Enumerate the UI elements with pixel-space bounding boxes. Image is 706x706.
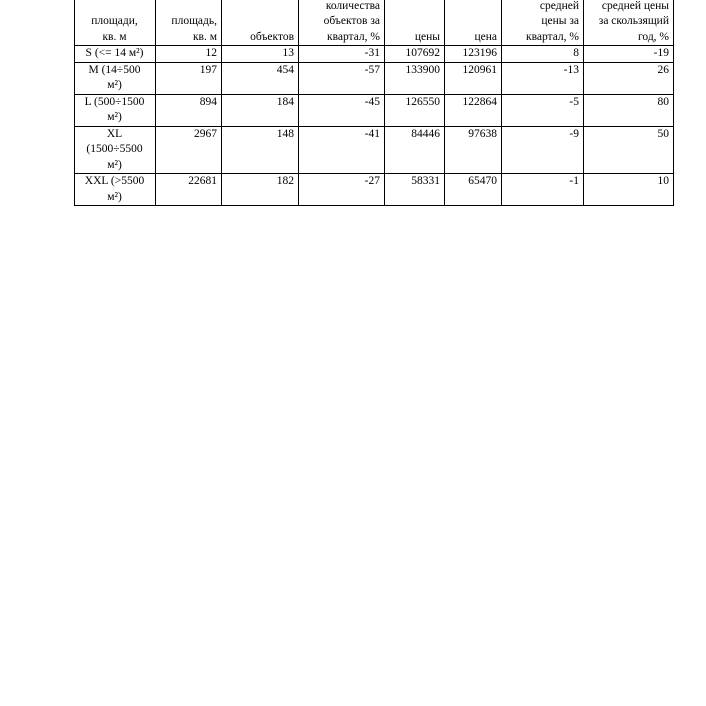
table-row [75, 174, 674, 206]
table-header [75, 0, 674, 46]
table-cell: -45 [299, 94, 385, 126]
table-cell: 10 [584, 174, 674, 206]
row-label: M (14÷500 м²) [75, 62, 156, 94]
header-price-change-quarter: средней цены за квартал, % [502, 0, 584, 46]
document-table-container [74, 0, 674, 206]
table-cell: -13 [502, 62, 584, 94]
table-cell: 182 [222, 174, 299, 206]
header-average-area: площадь, кв. м [156, 0, 222, 46]
table-cell: -9 [502, 126, 584, 174]
table-cell: 894 [156, 94, 222, 126]
table-cell: 97638 [445, 126, 502, 174]
table-cell: 22681 [156, 174, 222, 206]
row-label: S (<= 14 м²) [75, 46, 156, 63]
table-cell: 84446 [385, 126, 445, 174]
header-price: цены [385, 0, 445, 46]
table-row [75, 62, 674, 94]
table-cell: -57 [299, 62, 385, 94]
table-cell: 122864 [445, 94, 502, 126]
table-cell: -41 [299, 126, 385, 174]
header-count-change-quarter: количества объектов за квартал, % [299, 0, 385, 46]
table-cell: 197 [156, 62, 222, 94]
table-cell: 2967 [156, 126, 222, 174]
table-cell: -31 [299, 46, 385, 63]
table-cell: -19 [584, 46, 674, 63]
table-row [75, 94, 674, 126]
table-cell: 12 [156, 46, 222, 63]
table-cell: 26 [584, 62, 674, 94]
table-cell: 123196 [445, 46, 502, 63]
table-cell: 65470 [445, 174, 502, 206]
row-label: XL (1500÷5500 м²) [75, 126, 156, 174]
table-row [75, 126, 674, 174]
row-label: L (500÷1500 м²) [75, 94, 156, 126]
table-cell: 8 [502, 46, 584, 63]
table-cell: 58331 [385, 174, 445, 206]
table-cell: 184 [222, 94, 299, 126]
header-object-count: объектов [222, 0, 299, 46]
table-cell: -27 [299, 174, 385, 206]
table-cell: -1 [502, 174, 584, 206]
header-price-change-year: средней цены за скользящий год, % [584, 0, 674, 46]
header-area-range: площади, кв. м [75, 0, 156, 46]
header-median-price: цена [445, 0, 502, 46]
table-cell: 454 [222, 62, 299, 94]
table-cell: 50 [584, 126, 674, 174]
area-price-table [74, 0, 674, 206]
table-cell: 120961 [445, 62, 502, 94]
table-cell: -5 [502, 94, 584, 126]
table-cell: 107692 [385, 46, 445, 63]
table-row [75, 46, 674, 63]
table-cell: 80 [584, 94, 674, 126]
table-cell: 133900 [385, 62, 445, 94]
row-label: XXL (>5500 м²) [75, 174, 156, 206]
table-cell: 126550 [385, 94, 445, 126]
table-cell: 148 [222, 126, 299, 174]
table-cell: 13 [222, 46, 299, 63]
